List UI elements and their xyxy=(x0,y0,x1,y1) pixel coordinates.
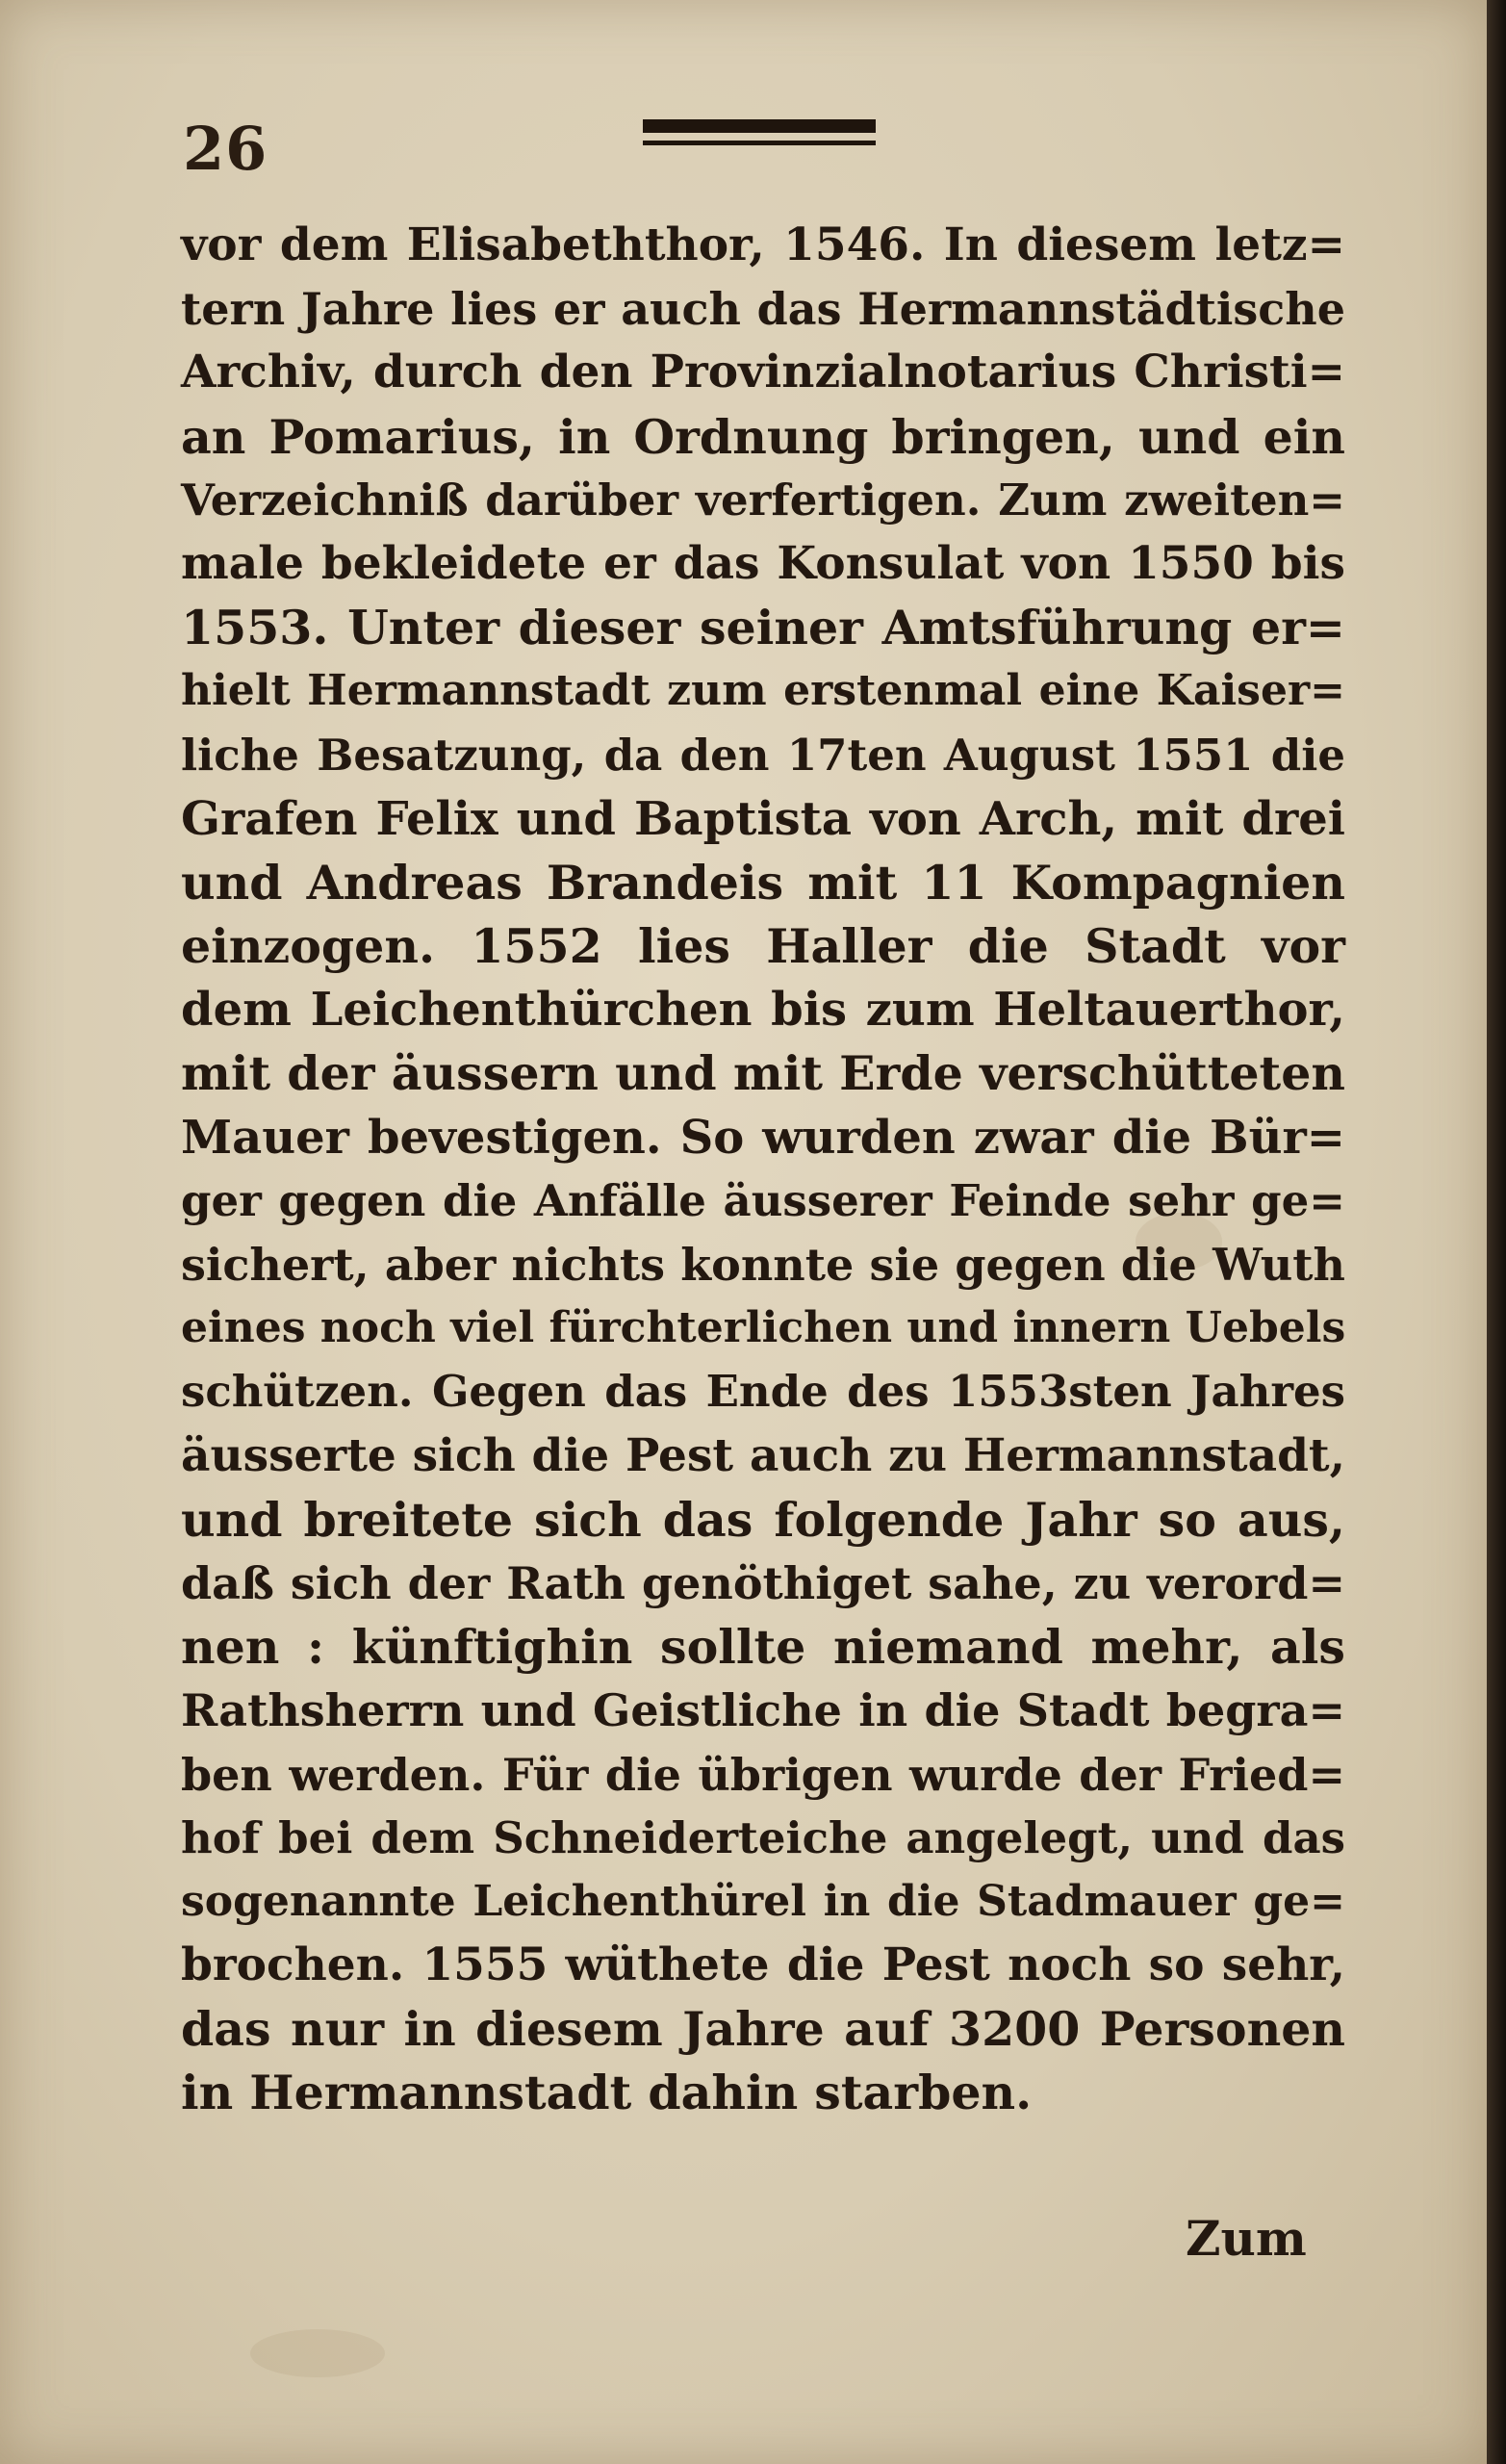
text-line: und Andreas Brandeis mit 11 Kompagnien xyxy=(181,854,1345,911)
paper-stain xyxy=(250,2329,385,2377)
header-rule-thin xyxy=(643,141,876,145)
text-line: einzogen. 1552 lies Haller die Stadt vor xyxy=(181,918,1345,975)
text-line: und breitete sich das folgende Jahr so aus, xyxy=(181,1491,1345,1548)
text-line: brochen. 1555 wüthete die Pest noch so sehr, xyxy=(181,1938,1345,1992)
body-text xyxy=(181,214,1345,2125)
header-rule xyxy=(643,119,876,145)
text-line: Verzeichniß darüber verfertigen. Zum zweiten= xyxy=(181,474,1345,526)
text-line: Grafen Felix und Baptista von Arch, mit drei xyxy=(181,791,1345,846)
text-line: eines noch viel fürchterlichen und innern Uebels xyxy=(181,1303,1346,1353)
text-line: daß sich der Rath genöthiget sahe, zu verord= xyxy=(181,1556,1345,1609)
text-line: an Pomarius, in Ordnung bringen, und ein xyxy=(181,408,1345,465)
text-line: liche Besatzung, da den 17ten August 1551 die xyxy=(181,729,1345,781)
catchword: Zum xyxy=(1186,2210,1307,2267)
text-line: sogenannte Leichenthürel in die Stadmauer ge= xyxy=(181,1876,1345,1926)
text-line: schützen. Gegen das Ende des 1553sten Jahres xyxy=(181,1366,1345,1418)
text-line: das nur in diesem Jahre auf 3200 Personen xyxy=(181,2001,1345,2058)
text-line: Rathsherrn und Geistliche in die Stadt begra= xyxy=(181,1684,1345,1737)
text-line: äusserte sich die Pest auch zu Hermannstadt, xyxy=(181,1428,1345,1482)
text-line: tern Jahre lies er auch das Hermannstädtische xyxy=(181,283,1345,336)
text-line: sichert, aber nichts konnte sie gegen die Wuth xyxy=(181,1239,1345,1291)
text-line: Mauer bevestigen. So wurden zwar die Bür= xyxy=(181,1110,1345,1165)
header-rule-thick xyxy=(643,119,876,133)
text-line: Archiv, durch den Provinzialnotarius Christi= xyxy=(181,346,1345,399)
text-line: mit der äussern und mit Erde verschütteten xyxy=(181,1045,1345,1102)
page-number: 26 xyxy=(183,114,268,184)
text-line: 1553. Unter dieser seiner Amtsführung er= xyxy=(181,600,1345,656)
text-line: vor dem Elisabeththor, 1546. In diesem letz= xyxy=(181,218,1345,271)
text-line: nen : künftighin sollte niemand mehr, als xyxy=(181,1619,1345,1676)
text-line: in Hermannstadt dahin starben. xyxy=(181,2065,1033,2121)
text-line: ger gegen die Anfälle äusserer Feinde sehr ge= xyxy=(181,1174,1345,1226)
text-line: dem Leichenthürchen bis zum Heltauerthor, xyxy=(181,983,1345,1038)
text-line: male bekleidete er das Konsulat von 1550 bis xyxy=(181,536,1345,590)
text-line: hof bei dem Schneiderteiche angelegt, und das xyxy=(181,1811,1345,1863)
text-line: hielt Hermannstadt zum erstenmal eine Kaiser= xyxy=(181,666,1345,716)
book-edge xyxy=(1487,0,1506,2464)
text-line: ben werden. Für die übrigen wurde der Fried= xyxy=(181,1748,1345,1801)
